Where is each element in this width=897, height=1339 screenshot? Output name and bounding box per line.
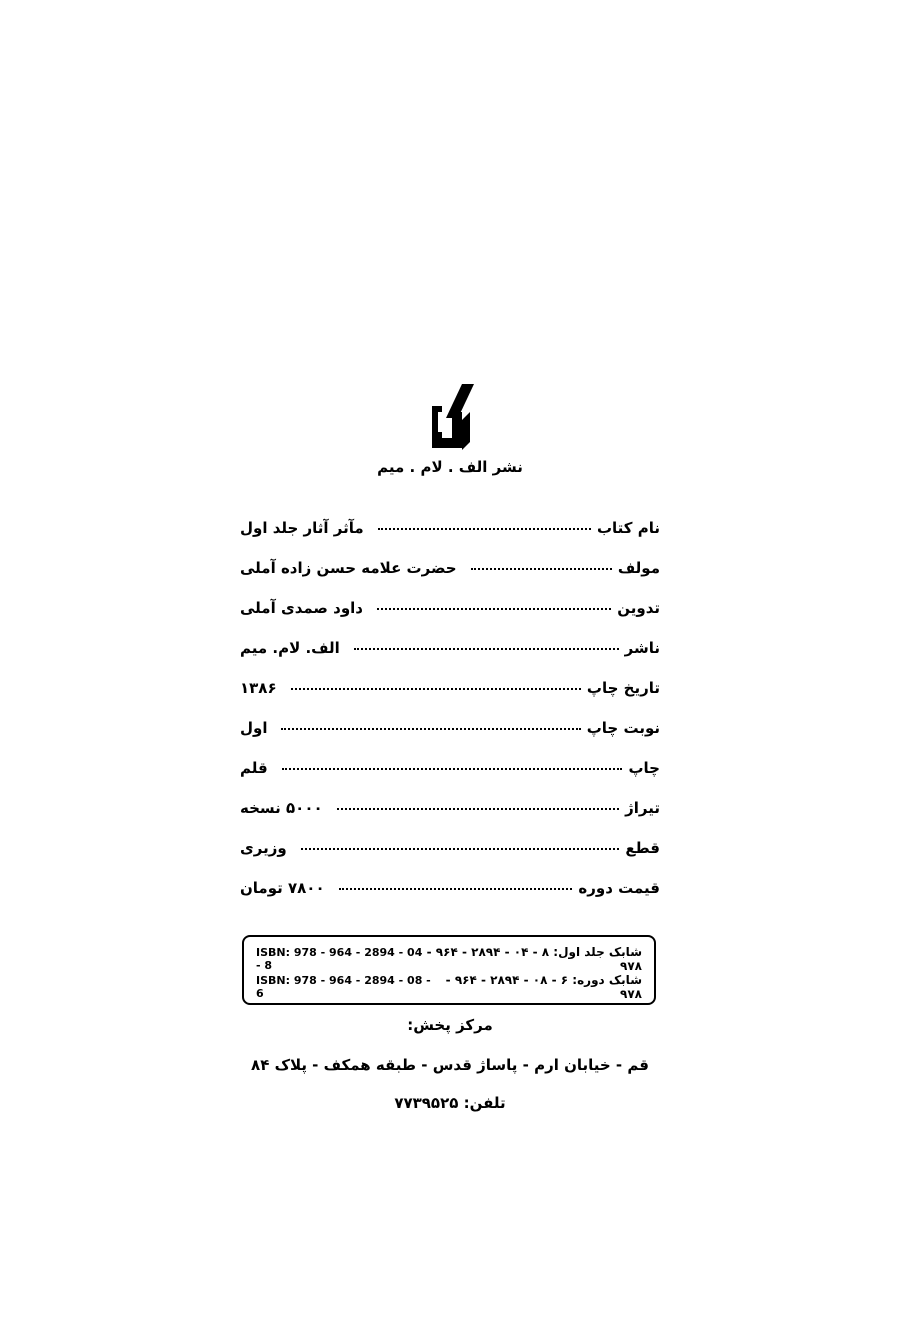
info-label: تدوین: [617, 599, 660, 617]
info-value: وزیری: [240, 839, 287, 857]
info-value: مآثر آثار جلد اول: [240, 519, 364, 537]
info-value: داود صمدی آملی: [240, 599, 363, 617]
info-row-circulation: [240, 788, 660, 828]
isbn-volume-line: [256, 945, 642, 973]
book-info-list: [240, 508, 660, 908]
isbn-set-line: [256, 973, 642, 1001]
distribution-phone: تلفن: ۷۷۳۹۵۲۵: [394, 1094, 506, 1112]
dot-leader: [282, 767, 623, 770]
info-value: حضرت علامه حسن زاده آملی: [240, 559, 457, 577]
info-value: اول: [240, 719, 268, 737]
isbn-set-label: شابک دوره: ۶ - ۰۸ - ۲۸۹۴ - ۹۶۴ - ۹۷۸: [445, 973, 642, 1001]
info-value: قلم: [240, 759, 268, 777]
info-row-price: [240, 868, 660, 908]
info-label: نام کتاب: [596, 519, 660, 537]
info-label: نوبت چاپ: [586, 719, 660, 737]
isbn-volume-label: شابک جلد اول: ۸ - ۰۴ - ۲۸۹۴ - ۹۶۴ - ۹۷۸: [426, 945, 642, 973]
info-row-print-date: [240, 668, 660, 708]
info-value: ۱۳۸۶: [240, 679, 277, 697]
info-label: تیراژ: [625, 799, 660, 817]
dot-leader: [301, 847, 620, 850]
isbn-volume-code: ISBN: 978 - 964 - 2894 - 04 - 8: [256, 946, 423, 972]
dot-leader: [378, 527, 591, 530]
info-row-title: [240, 508, 660, 548]
dot-leader: [291, 687, 581, 690]
info-row-printer: [240, 748, 660, 788]
info-row-compiler: [240, 588, 660, 628]
info-label: تاریخ چاپ: [586, 679, 660, 697]
info-value: الف. لام. میم: [240, 639, 340, 657]
info-row-publisher: [240, 628, 660, 668]
info-value: ۵۰۰۰ نسخه: [240, 799, 323, 817]
dot-leader: [339, 887, 573, 890]
isbn-box: [242, 935, 656, 1005]
info-label: چاپ: [628, 759, 660, 777]
isbn-set-code: ISBN: 978 - 964 - 2894 - 08 - 6: [256, 974, 431, 1000]
info-row-format: [240, 828, 660, 868]
distribution-title: مرکز پخش:: [407, 1016, 493, 1034]
dot-leader: [471, 567, 612, 570]
publisher-logo-icon: [418, 382, 478, 452]
dot-leader: [377, 607, 611, 610]
info-value: ۷۸۰۰ تومان: [240, 879, 325, 897]
publisher-name: نشر الف . لام . میم: [377, 458, 523, 476]
info-row-author: [240, 548, 660, 588]
dot-leader: [281, 727, 580, 730]
info-label: قطع: [625, 839, 660, 857]
dot-leader: [337, 807, 619, 810]
info-label: ناشر: [624, 639, 660, 657]
distribution-address: قم - خیابان ارم - پاساژ قدس - طبقه همکف - پلاک ۸۴: [251, 1056, 649, 1074]
dot-leader: [354, 647, 619, 650]
info-label: مولف: [617, 559, 660, 577]
info-row-edition: [240, 708, 660, 748]
info-label: قیمت دوره: [578, 879, 660, 897]
